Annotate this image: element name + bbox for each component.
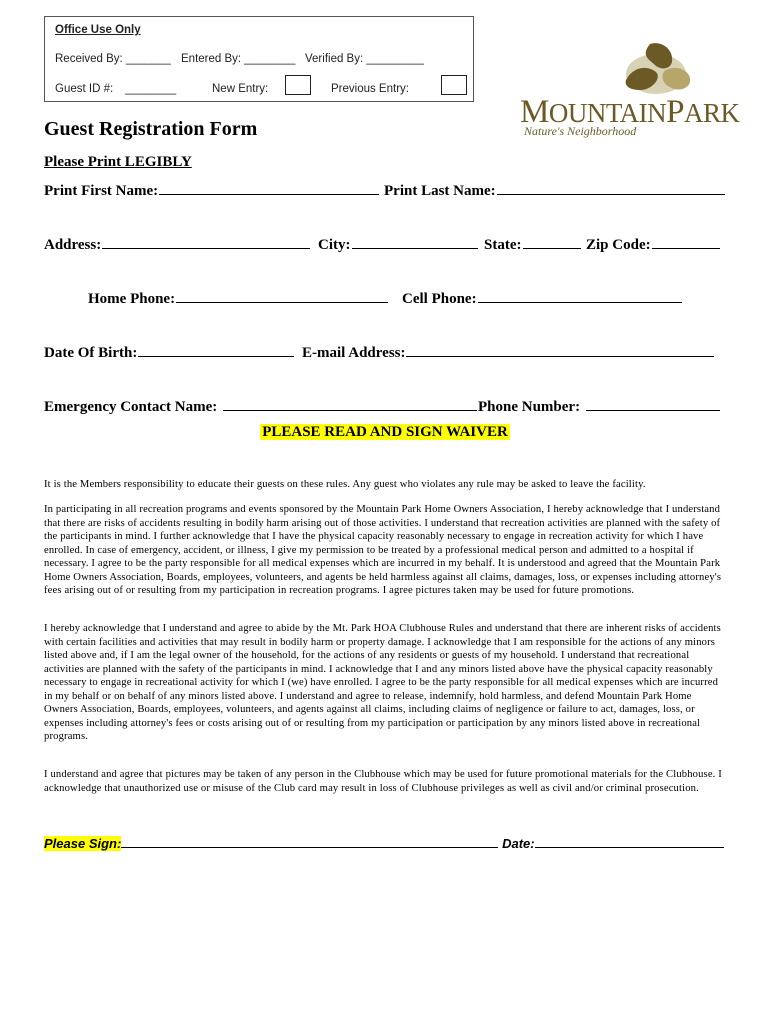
date-label: Date: xyxy=(502,836,535,851)
received-by-field[interactable]: Received By: _______ xyxy=(55,53,171,65)
emergency-phone-field[interactable]: Phone Number: xyxy=(478,398,720,416)
mountain-park-logo-icon xyxy=(622,40,696,98)
logo-tagline: Nature's Neighborhood xyxy=(524,124,637,138)
waiver-paragraph-3: I hereby acknowledge that I understand and agree to abide by the Mt. Park HOA Clubhouse Rules and understand that there are inherent risks of accidents with certain facilities and activities that may result in bodily harm or property damage. I acknowledge that I am responsible for the actions of any minors listed above and, if I am the legal owner of the household, for the actions of any residents or guests of my household. I understand that recreational activities are planned with the safety of the participants in mind. I acknowledge that I and any minors listed above have the physical capacity reasonably necessary to engage in recreational activity for which I (we) have enrolled. I agree to be the party responsible for all medical expenses which are incurred in my behalf or on behalf of any minors listed above. I understand and agree to release, indemnify, hold harmless, and defend Mountain Park Home Owners Association, Boards, employees, volunteers, and agents against all claims, including claims of negligence or failure to act, damages, loss, or expenses including attorney's fees or costs arising out of or resulting from my participation or participation by any minors listed above in recreational programs. xyxy=(44,623,721,742)
office-use-title: Office Use Only xyxy=(55,24,141,36)
new-entry-label: New Entry: xyxy=(212,83,269,95)
form-subtitle: Please Print LEGIBLY xyxy=(44,154,192,170)
city-field[interactable]: City: xyxy=(318,236,478,254)
waiver-paragraph-4: I understand and agree that pictures may be taken of any person in the Clubhouse which may be used for future promotional materials for the Clubhouse. I acknowledge that unauthorized use or misuse of the Club card may result in loss of Clubhouse privileges as well as civil and/or criminal prosecution. xyxy=(44,769,722,794)
home-phone-field[interactable]: Home Phone: xyxy=(88,290,388,308)
cell-phone-field[interactable]: Cell Phone: xyxy=(402,290,682,308)
last-name-field[interactable]: Print Last Name: xyxy=(384,182,725,200)
waiver-paragraph-1: It is the Members responsibility to educate their guests on these rules. Any guest who violates any rule may be asked to leave the facility. xyxy=(44,479,646,490)
verified-by-field[interactable]: Verified By: _________ xyxy=(305,53,424,65)
date-of-birth-field[interactable]: Date Of Birth: xyxy=(44,344,294,362)
first-name-field[interactable]: Print First Name: xyxy=(44,182,379,200)
previous-entry-checkbox[interactable] xyxy=(441,75,467,95)
guest-id-field[interactable]: ________ xyxy=(125,83,177,95)
emergency-contact-name-field[interactable]: Emergency Contact Name: xyxy=(44,398,477,416)
signature-line[interactable] xyxy=(121,837,498,848)
office-use-box xyxy=(44,16,474,102)
guest-id-label: Guest ID #: xyxy=(55,83,114,95)
zip-code-field[interactable]: Zip Code: xyxy=(586,236,720,254)
date-line[interactable] xyxy=(535,837,724,848)
signature-row xyxy=(44,836,724,851)
sign-label: Please Sign: xyxy=(44,836,122,851)
address-field[interactable]: Address: xyxy=(44,236,310,254)
email-field[interactable]: E-mail Address: xyxy=(302,344,714,362)
waiver-heading: PLEASE READ AND SIGN WAIVER xyxy=(262,424,508,440)
state-field[interactable]: State: xyxy=(484,236,581,254)
new-entry-checkbox[interactable] xyxy=(285,75,311,95)
entered-by-field[interactable]: Entered By: ________ xyxy=(181,53,296,65)
form-title: Guest Registration Form xyxy=(44,118,258,140)
waiver-paragraph-2: In participating in all recreation programs and events sponsored by the Mountain Park Home Owners Association, I hereby acknowledge that I understand that there are risks of accidents resulting in bodily harm arising out of those activities. I understand that recreation activities are planned with the safety of the participants in mind. I further acknowledge that I have the physical capacity reasonably necessary to engage in recreation activity for which I have enrolled. In case of emergency, accident, or illness, I give my permission to be treated by a professional medical person and admitted to a hospital if necessary. I agree to be the party responsible for all medical expenses which are incurred in my behalf. It is understood and agreed that the Mountain Park Home Owners Association, Boards, employees, volunteers, and agents be held harmless against all claims, damages, loss, or expenses including attorney's fees arising out of or resulting from my participation in recreation programs. I agree pictures taken may be used for future promotions. xyxy=(44,504,722,596)
previous-entry-label: Previous Entry: xyxy=(331,83,409,95)
logo-wordmark: MOUNTAINPARK xyxy=(520,94,740,130)
